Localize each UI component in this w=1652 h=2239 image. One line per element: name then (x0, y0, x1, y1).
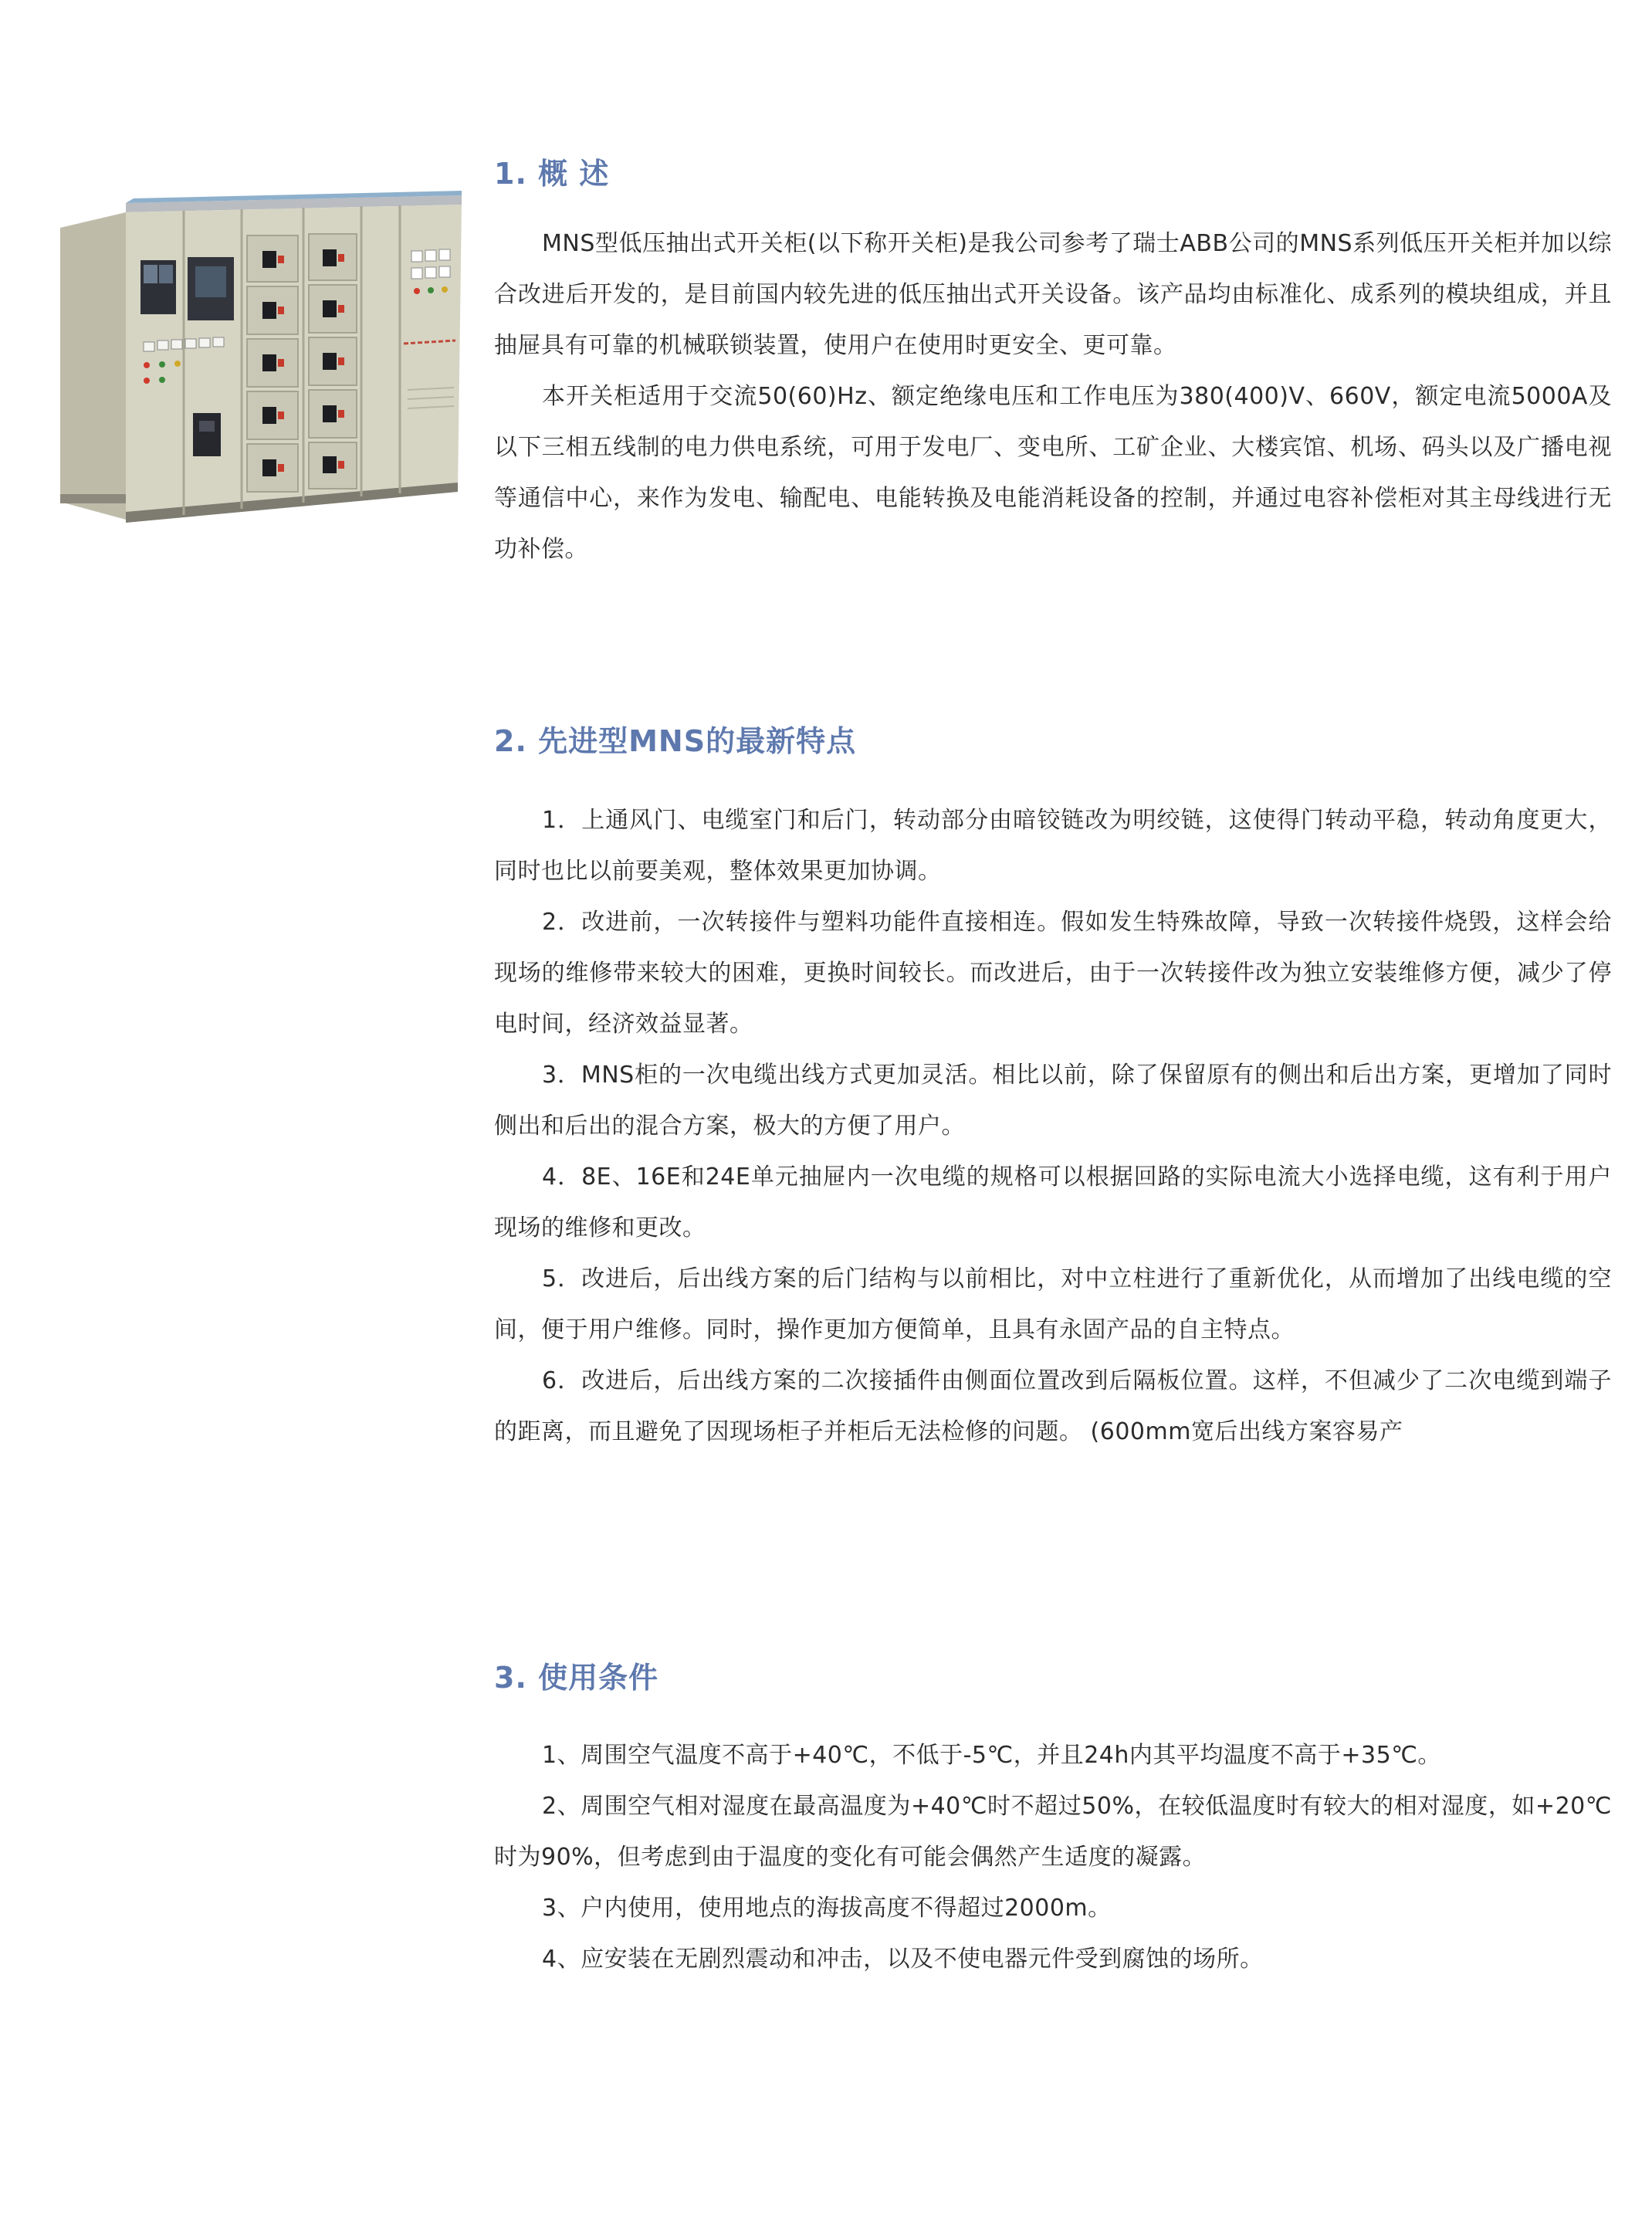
paragraph: 5．改进后，后出线方案的后门结构与以前相比，对中立柱进行了重新优化，从而增加了出线电缆的空间，便于用户维修。同时，操作更加方便简单，且具有永固产品的自主特点。 (494, 1265, 1612, 1343)
paragraph: 4、应安装在无剧烈震动和冲击，以及不使电器元件受到腐蚀的场所。 (542, 1946, 1264, 1973)
section-title: 1. 概 述 (494, 157, 610, 191)
paragraph: 3．MNS柜的一次电缆出线方式更加灵活。相比以前，除了保留原有的侧出和后出方案，更增加了同时侧出和后出的混合方案，极大的方便了用户。 (494, 1062, 1612, 1140)
paragraph: 3、户内使用，使用地点的海拔高度不得超过2000m。 (542, 1895, 1112, 1922)
paragraph: 本开关柜适用于交流50(60)Hz、额定绝缘电压和工作电压为380(400)V、660V，额定电流5000A及以下三相五线制的电力供电系统，可用于发电厂、变电所、工矿企业、大楼宾馆、机场、码头以及广播电视等通信中心，来作为发电、输配电、电能转换及电能消耗设备的控制，并通过电容补偿柜对其主母线进行无功补偿。 (494, 383, 1612, 563)
paragraph: 1、周围空气温度不高于+40℃，不低于-5℃，并且24h内其平均温度不高于+35℃。 (542, 1742, 1441, 1769)
section-title: 2. 先进型MNS的最新特点 (494, 724, 857, 758)
section-overview (494, 143, 1612, 575)
switchgear-cabinet-image (60, 189, 469, 529)
section-conditions (494, 1647, 1612, 1985)
paragraph: 2、周围空气相对湿度在最高温度为+40℃时不超过50%，在较低温度时有较大的相对湿度，如+20℃时为90%，但考虑到由于温度的变化有可能会偶然产生适度的凝露。 (494, 1793, 1612, 1871)
paragraph: 2．改进前，一次转接件与塑料功能件直接相连。假如发生特殊故障，导致一次转接件烧毁，这样会给现场的维修带来较大的困难，更换时间较长。而改进后，由于一次转接件改为独立安装维修方便，减少了停电时间，经济效益显著。 (494, 909, 1612, 1038)
paragraph: MNS型低压抽出式开关柜(以下称开关柜)是我公司参考了瑞士ABB公司的MNS系列低压开关柜并加以综合改进后开发的，是目前国内较先进的低压抽出式开关设备。该产品均由标准化、成系列的模块组成，并且抽屉具有可靠的机械联锁装置，使用户在使用时更安全、更可靠。 (494, 230, 1612, 359)
section-features (494, 710, 1612, 1458)
paragraph: 6．改进后，后出线方案的二次接插件由侧面位置改到后隔板位置。这样，不但减少了二次电缆到端子的距离，而且避免了因现场柜子并柜后无法检修的问题。 (600mm宽后出线方案容易产 (494, 1367, 1612, 1445)
paragraph: 1．上通风门、电缆室门和后门，转动部分由暗铰链改为明绞链，这使得门转动平稳，转动角度更大，同时也比以前要美观，整体效果更加协调。 (494, 807, 1612, 885)
paragraph: 4．8E、16E和24E单元抽屉内一次电缆的规格可以根据回路的实际电流大小选择电缆，这有利于用户现场的维修和更改。 (494, 1164, 1612, 1241)
section-title: 3. 使用条件 (494, 1661, 659, 1695)
